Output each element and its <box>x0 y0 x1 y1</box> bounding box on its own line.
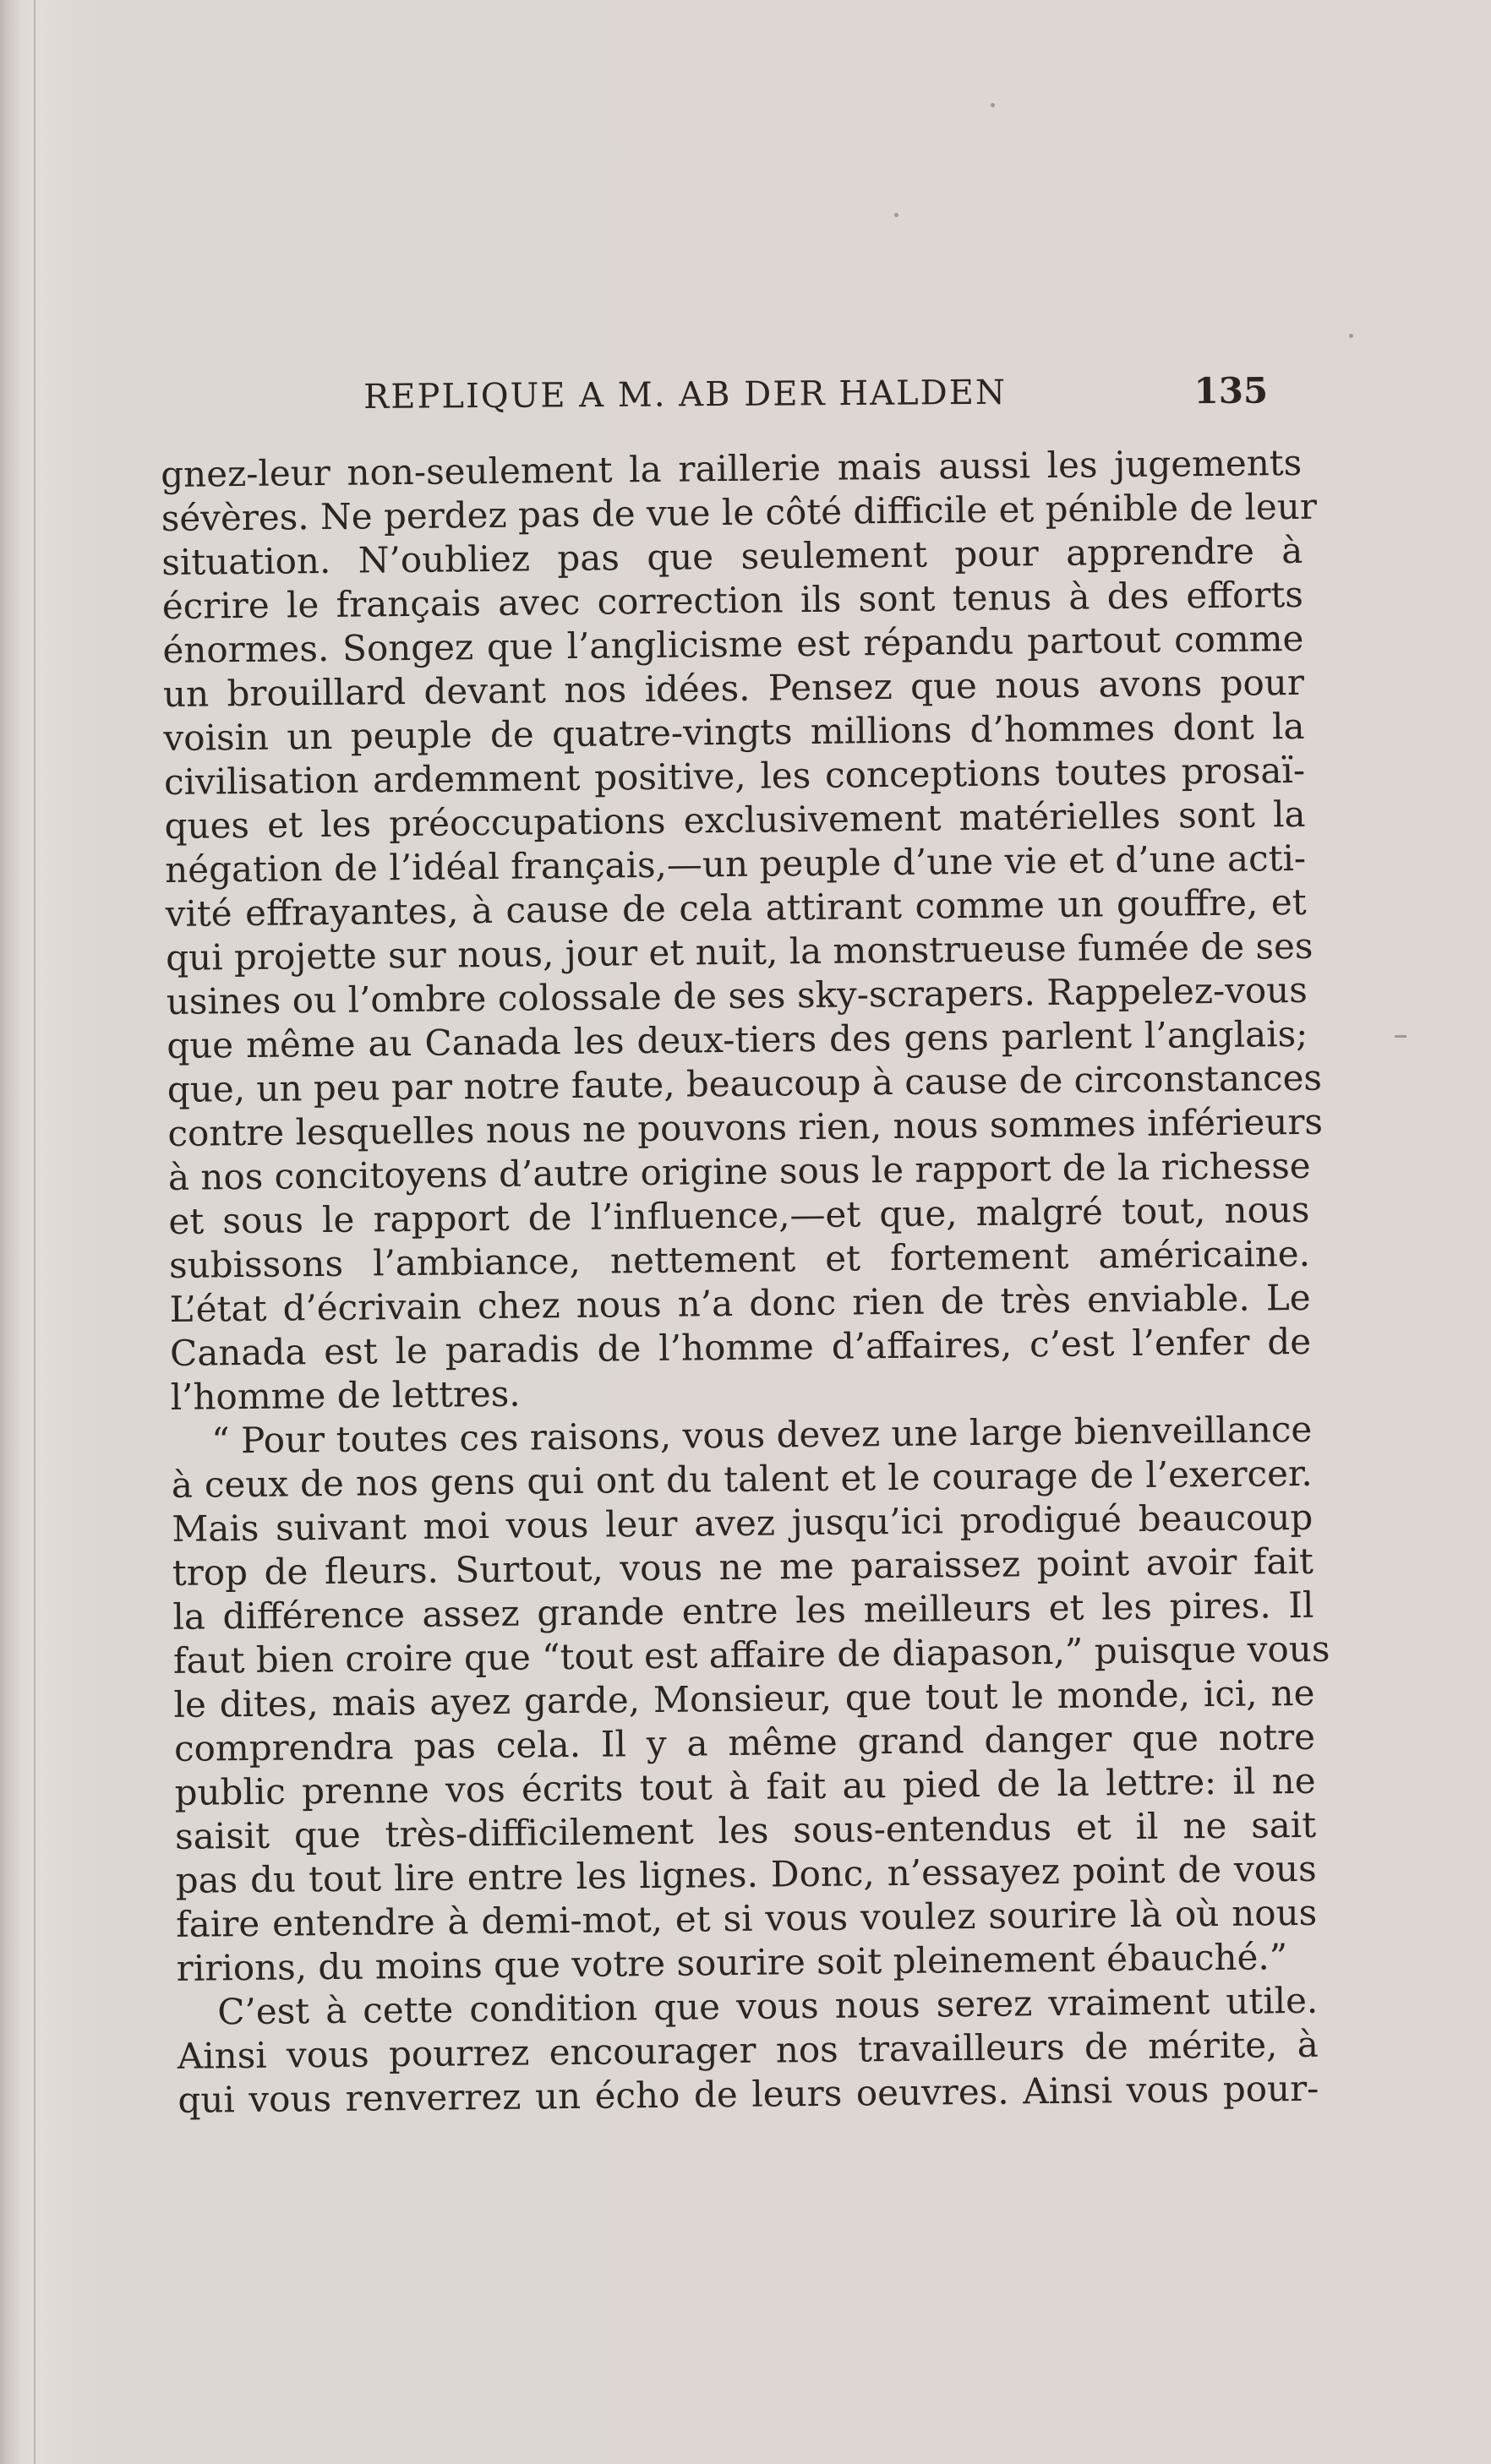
page-gutter <box>34 0 36 2464</box>
text-line: vité effrayantes, à cause de cela attirant comme un gouffre, et <box>165 880 1307 935</box>
text-line: faut bien croire que “tout est affaire de diapason,” puisque vous <box>172 1627 1330 1682</box>
paragraph-2 <box>171 1408 1330 1991</box>
text-line: Mais suivant moi vous leur avez jusqu’ici prodigué beaucoup <box>172 1496 1314 1550</box>
text-line: que, un peu par notre faute, beaucoup à cause de circonstances <box>167 1056 1323 1110</box>
text-line: énormes. Songez que l’anglicisme est répandu partout comme <box>162 617 1304 671</box>
text-line: C’est à cette condition que vous nous serez vraiment utile. <box>217 1979 1319 2033</box>
text-line: L’état d’écrivain chez nous n’a donc rien de très enviable. Le <box>169 1276 1311 1330</box>
text-line: ririons, du moins que votre sourire soit pleinement ébauché.” <box>176 1936 1288 1989</box>
text-line: civilisation ardemment positive, les conceptions toutes prosaï- <box>163 749 1306 803</box>
text-line: négation de l’idéal français,—un peuple d’une vie et d’une acti- <box>164 837 1307 891</box>
text-line: voisin un peuple de quatre-vingts millions d’hommes dont la <box>163 705 1305 759</box>
text-line: “ Pour toutes ces raisons, vous devez une large bienveillance <box>210 1408 1313 1462</box>
text-line: subissons l’ambiance, nettement et fortement américaine. <box>168 1232 1311 1286</box>
page-header <box>363 366 1268 422</box>
text-line: public prenne vos écrits tout à fait au pied de la lettre: il ne <box>174 1759 1316 1813</box>
text-line: la différence assez grande entre les meilleurs et les pires. Il <box>172 1584 1314 1638</box>
text-line: et sous le rapport de l’influence,—et que, malgré tout, nous <box>168 1188 1310 1242</box>
text-line: qui vous renverrez un écho de leurs oeuvres. Ainsi vous pour- <box>178 2067 1319 2121</box>
text-line: le dites, mais ayez garde, Monsieur, que tout le monde, ici, ne <box>173 1671 1315 1725</box>
paper-speck <box>894 213 898 217</box>
text-line: faire entendre à demi-mot, et si vous voulez sourire là où nous <box>175 1891 1318 1945</box>
text-line: usines ou l’ombre colossale de ses sky-scrapers. Rappelez-vous <box>166 968 1308 1022</box>
paper-speck <box>991 103 995 107</box>
text-line: contre lesquelles nous ne pouvons rien, nous sommes inférieurs <box>167 1100 1324 1154</box>
text-line: que même au Canada les deux-tiers des gens parlent l’anglais; <box>167 1012 1308 1066</box>
page-number: 135 <box>1193 369 1269 412</box>
paper-speck <box>1395 1035 1406 1038</box>
paragraph-3 <box>177 1979 1319 2123</box>
text-line: Canada est le paradis de l’homme d’affaires, c’est l’enfer de <box>169 1320 1312 1374</box>
text-line: pas du tout lire entre les lignes. Donc, n’essayez point de vous <box>175 1847 1317 1901</box>
text-line: sévères. Ne perdez pas de vue le côté difficile et pénible de leur <box>161 485 1318 539</box>
text-line: gnez-leur non-seulement la raillerie mais aussi les jugements <box>161 441 1303 495</box>
text-line: ques et les préoccupations exclusivement matérielles sont la <box>164 793 1306 847</box>
text-line: qui projette sur nous, jour et nuit, la monstrueuse fumée de ses <box>166 924 1314 979</box>
text-line: à nos concitoyens d’autre origine sous le rapport de la richesse <box>167 1144 1311 1198</box>
text-line: l’homme de lettres. <box>170 1372 521 1418</box>
body-text <box>161 441 1330 2123</box>
paper-speck <box>1349 334 1353 338</box>
text-line: saisit que très-difficilement les sous-entendus et il ne sait <box>174 1803 1317 1857</box>
text-line: écrire le français avec correction ils sont tenus à des efforts <box>161 573 1304 627</box>
running-head: REPLIQUE A M. AB DER HALDEN <box>363 373 1008 417</box>
text-line: Ainsi vous pourrez encourager nos travailleurs de mérite, à <box>177 2023 1319 2077</box>
text-line: un brouillard devant nos idées. Pensez que nous avons pour <box>162 661 1305 715</box>
text-line: à ceux de nos gens qui ont du talent et le courage de l’exercer. <box>171 1452 1313 1506</box>
paragraph-1 <box>161 441 1324 1420</box>
text-line: comprendra pas cela. Il y a même grand danger que notre <box>173 1715 1316 1769</box>
text-line: trop de fleurs. Surtout, vous ne me paraissez point avoir fait <box>172 1540 1314 1594</box>
text-line: situation. N’oubliez pas que seulement pour apprendre à <box>161 529 1303 583</box>
